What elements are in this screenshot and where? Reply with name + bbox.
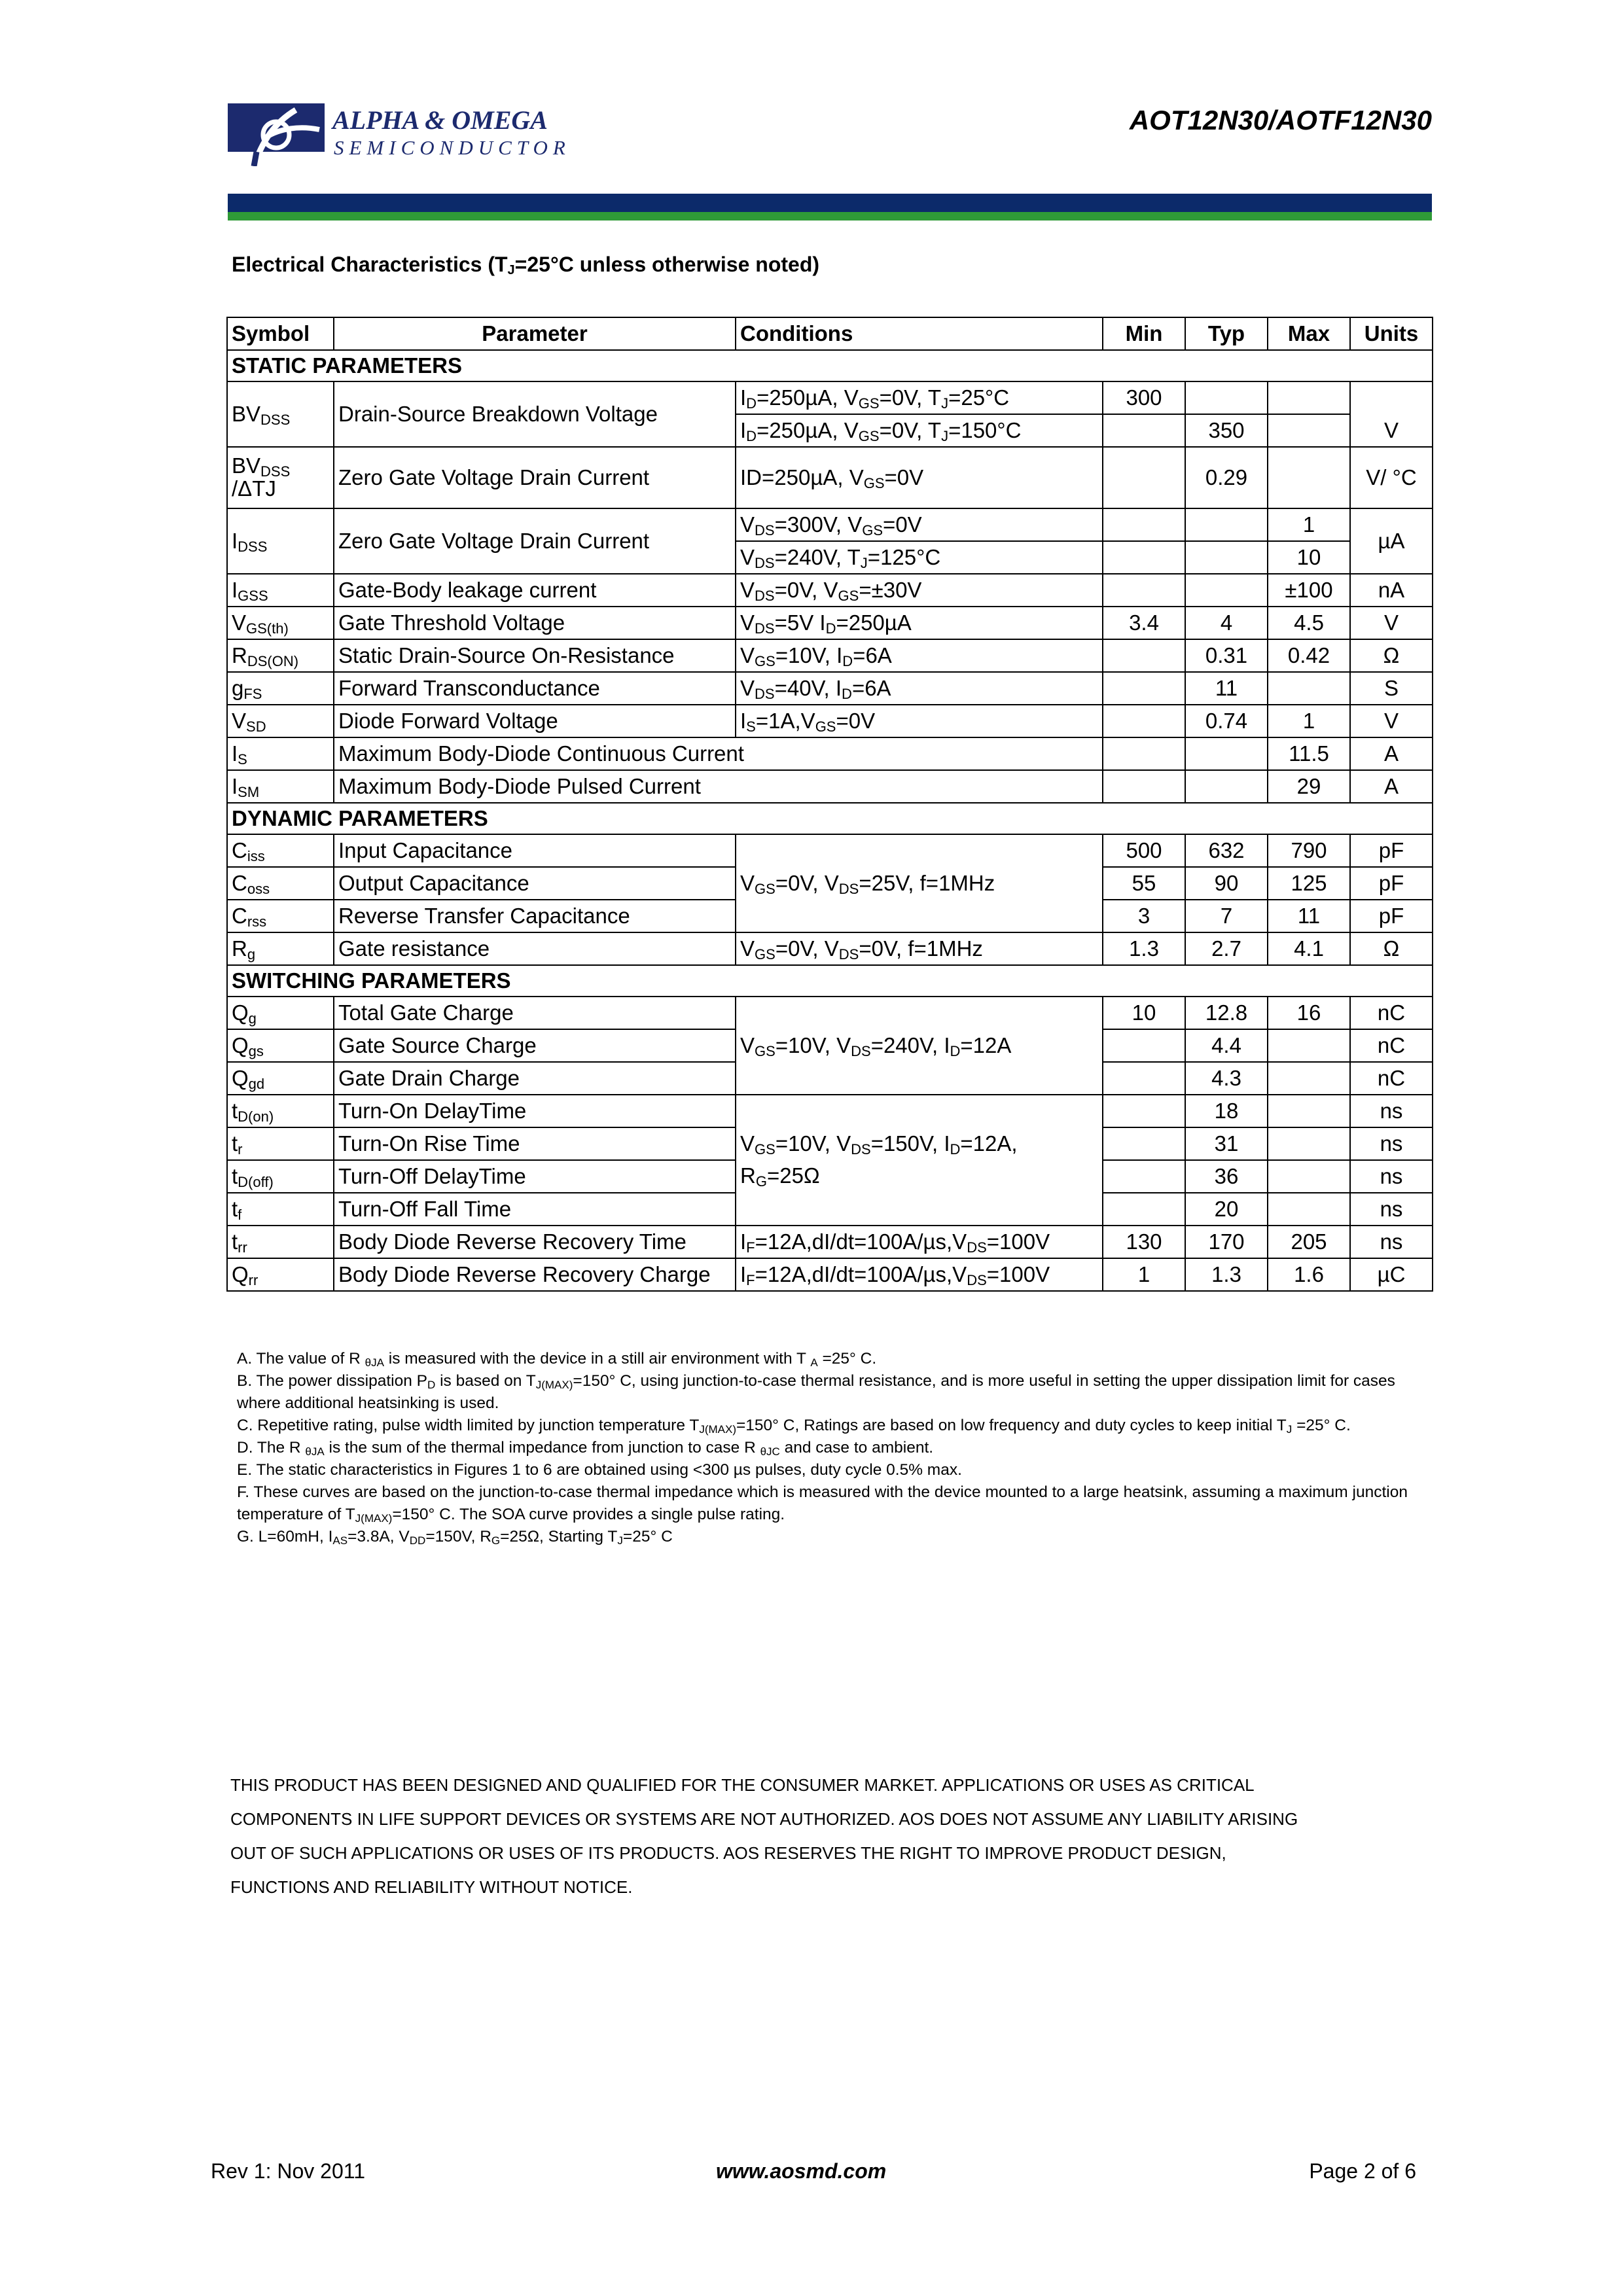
min-cell xyxy=(1103,770,1185,803)
typ-cell: 18 xyxy=(1185,1095,1268,1127)
max-cell: 0.42 xyxy=(1268,639,1350,672)
min-cell xyxy=(1103,414,1185,447)
symbol-cell: $R_{DS(ON)}$ xyxy=(227,639,334,672)
group-dynamic: DYNAMIC PARAMETERS xyxy=(227,803,1433,834)
symbol-cell: $Q_g$ xyxy=(227,997,334,1029)
max-cell: ±100 xyxy=(1268,574,1350,607)
conditions-cell: $V_{GS}=10V$, $V_{DS}=150V$, $I_D=12A$, $R_G=25\Omega$ xyxy=(736,1095,1103,1226)
units-cell: ns xyxy=(1350,1160,1433,1193)
max-cell xyxy=(1268,1127,1350,1160)
typ-cell xyxy=(1185,541,1268,574)
header-typ: Typ xyxy=(1185,317,1268,350)
min-cell: 3.4 xyxy=(1103,607,1185,639)
footer-website-link[interactable]: www.aosmd.com xyxy=(716,2159,887,2183)
parameter-cell: Gate Drain Charge xyxy=(334,1062,736,1095)
footnote-e: E. The static characteristics in Figures 1 to 6 are obtained using <300 µs pulses, duty cycle 0.5% max. xyxy=(237,1461,962,1479)
parameter-cell: Maximum Body-Diode Continuous Current xyxy=(334,737,1103,770)
footnote-g: G. L=60mH, $I_{AS}=3.8A$, $V_{DD}=150V$, $R_G=25\Omega$, Starting $T_J=25^\circ$ C xyxy=(237,1528,673,1547)
symbol-cell: $R_g$ xyxy=(227,932,334,965)
max-cell: 11.5 xyxy=(1268,737,1350,770)
symbol-cell: $V_{GS(th)}$ xyxy=(227,607,334,639)
typ-cell: 11 xyxy=(1185,672,1268,705)
parameter-cell: Gate-Body leakage current xyxy=(334,574,736,607)
table-row xyxy=(227,932,1433,965)
table-row xyxy=(227,447,1433,508)
disclaimer-line: OUT OF SUCH APPLICATIONS OR USES OF ITS PRODUCTS. AOS RESERVES THE RIGHT TO IMPROVE PRODUCT DESIGN, xyxy=(230,1843,1226,1863)
units-cell: pF xyxy=(1350,867,1433,900)
table-row xyxy=(227,834,1433,867)
units-cell: S xyxy=(1350,672,1433,705)
parameter-cell: Diode Forward Voltage xyxy=(334,705,736,737)
max-cell: 205 xyxy=(1268,1226,1350,1258)
table-row xyxy=(227,508,1433,541)
units-cell: µA xyxy=(1350,508,1433,574)
typ-cell: 0.31 xyxy=(1185,639,1268,672)
max-cell: 11 xyxy=(1268,900,1350,932)
group-static: STATIC PARAMETERS xyxy=(227,350,1433,381)
max-cell xyxy=(1268,1029,1350,1062)
footer-page-number: Page 2 of 6 xyxy=(1309,2159,1416,2183)
units-cell: ns xyxy=(1350,1127,1433,1160)
header-parameter: Parameter xyxy=(334,317,736,350)
parameter-cell: Total Gate Charge xyxy=(334,997,736,1029)
company-logo xyxy=(228,103,594,169)
symbol-cell: $t_{rr}$ xyxy=(227,1226,334,1258)
parameter-cell: Turn-On Rise Time xyxy=(334,1127,736,1160)
parameter-cell: Zero Gate Voltage Drain Current xyxy=(334,447,736,508)
symbol-cell: $V_{SD}$ xyxy=(227,705,334,737)
symbol-cell: $BV_{DSS}$ xyxy=(227,381,334,447)
symbol-cell: $I_{DSS}$ xyxy=(227,508,334,574)
table-row xyxy=(227,997,1433,1029)
units-cell: A xyxy=(1350,770,1433,803)
min-cell xyxy=(1103,447,1185,508)
parameter-cell: Turn-Off Fall Time xyxy=(334,1193,736,1226)
table-header-row xyxy=(227,317,1433,350)
units-cell: nC xyxy=(1350,1029,1433,1062)
conditions-cell: $I_F=12A,dI/dt=100A/\mu s,V_{DS}=100V$ xyxy=(736,1226,1103,1258)
typ-cell xyxy=(1185,381,1268,414)
conditions-cell: $V_{DS}=40V$, $I_D=6A$ xyxy=(736,672,1103,705)
min-cell xyxy=(1103,541,1185,574)
units-cell: ns xyxy=(1350,1193,1433,1226)
typ-cell: 2.7 xyxy=(1185,932,1268,965)
conditions-cell: $V_{DS}=5V$ $I_D=250\mu A$ xyxy=(736,607,1103,639)
min-cell xyxy=(1103,1095,1185,1127)
units-cell: nA xyxy=(1350,574,1433,607)
symbol-cell: $C_{rss}$ xyxy=(227,900,334,932)
max-cell: 1.6 xyxy=(1268,1258,1350,1291)
logo-company-name: ALPHA & OMEGA xyxy=(332,105,548,135)
part-number-title: AOT12N30/AOTF12N30 xyxy=(1129,105,1432,135)
symbol-cell: $Q_{rr}$ xyxy=(227,1258,334,1291)
typ-cell: 170 xyxy=(1185,1226,1268,1258)
parameter-cell: Reverse Transfer Capacitance xyxy=(334,900,736,932)
min-cell xyxy=(1103,737,1185,770)
min-cell xyxy=(1103,639,1185,672)
max-cell: 790 xyxy=(1268,834,1350,867)
max-cell: 16 xyxy=(1268,997,1350,1029)
min-cell: 300 xyxy=(1103,381,1185,414)
parameter-cell: Output Capacitance xyxy=(334,867,736,900)
min-cell: 55 xyxy=(1103,867,1185,900)
symbol-cell: $Q_{gd}$ xyxy=(227,1062,334,1095)
group-switching: SWITCHING PARAMETERS xyxy=(227,965,1433,997)
conditions-cell: ID=250µA, $V_{GS}=0V$ xyxy=(736,447,1103,508)
parameter-cell: Maximum Body-Diode Pulsed Current xyxy=(334,770,1103,803)
header-units: Units xyxy=(1350,317,1433,350)
disclaimer-line: FUNCTIONS AND RELIABILITY WITHOUT NOTICE. xyxy=(230,1877,633,1897)
min-cell xyxy=(1103,1193,1185,1226)
parameter-cell: Forward Transconductance xyxy=(334,672,736,705)
min-cell: 1 xyxy=(1103,1258,1185,1291)
min-cell xyxy=(1103,508,1185,541)
symbol-cell: $I_S$ xyxy=(227,737,334,770)
conditions-cell: $V_{DS}=300V$, $V_{GS}=0V$ xyxy=(736,508,1103,541)
symbol-cell: $Q_{gs}$ xyxy=(227,1029,334,1062)
table-row xyxy=(227,770,1433,803)
alpha-omega-logo-icon xyxy=(228,103,325,166)
header-max: Max xyxy=(1268,317,1350,350)
max-cell: 4.5 xyxy=(1268,607,1350,639)
parameter-cell: Zero Gate Voltage Drain Current xyxy=(334,508,736,574)
max-cell: 4.1 xyxy=(1268,932,1350,965)
max-cell xyxy=(1268,1160,1350,1193)
symbol-cell: $t_r$ xyxy=(227,1127,334,1160)
table-row xyxy=(227,1258,1433,1291)
units-cell: V/ °C xyxy=(1350,447,1433,508)
units-cell: ns xyxy=(1350,1095,1433,1127)
typ-cell: 12.8 xyxy=(1185,997,1268,1029)
symbol-cell: $I_{GSS}$ xyxy=(227,574,334,607)
table-row xyxy=(227,381,1433,414)
parameter-cell: Gate resistance xyxy=(334,932,736,965)
parameter-cell: Turn-Off DelayTime xyxy=(334,1160,736,1193)
symbol-cell: $BV_{DSS}$ /ΔTJ xyxy=(227,447,334,508)
footnote-c: C. Repetitive rating, pulse width limited by junction temperature $T_{J(MAX)}=150^\circ$ C, Ratings are based on low frequency and duty cycles to keep initial $T_J =25^\circ$ C. xyxy=(237,1417,1351,1436)
parameter-cell: Gate Threshold Voltage xyxy=(334,607,736,639)
typ-cell: 4.4 xyxy=(1185,1029,1268,1062)
symbol-cell: $t_{D(off)}$ xyxy=(227,1160,334,1193)
typ-cell: 0.29 xyxy=(1185,447,1268,508)
typ-cell: 36 xyxy=(1185,1160,1268,1193)
min-cell xyxy=(1103,1127,1185,1160)
max-cell xyxy=(1268,1062,1350,1095)
symbol-cell: $t_{D(on)}$ xyxy=(227,1095,334,1127)
typ-cell: 7 xyxy=(1185,900,1268,932)
units-cell: V xyxy=(1350,381,1433,447)
typ-cell xyxy=(1185,574,1268,607)
parameter-cell: Body Diode Reverse Recovery Time xyxy=(334,1226,736,1258)
units-cell: nC xyxy=(1350,997,1433,1029)
max-cell: 1 xyxy=(1268,705,1350,737)
units-cell: nC xyxy=(1350,1062,1433,1095)
table-row xyxy=(227,705,1433,737)
footnote-b: B. The power dissipation $P_D$ is based on $T_{J(MAX)}=150^\circ$ C, using junction-to-case thermal resistance, and is more useful in setting the upper dissipation limit for cases where additional heatsinking is used. xyxy=(237,1372,1395,1412)
min-cell: 130 xyxy=(1103,1226,1185,1258)
table-row xyxy=(227,1226,1433,1258)
footnotes xyxy=(237,1348,1415,1548)
max-cell xyxy=(1268,672,1350,705)
typ-cell xyxy=(1185,737,1268,770)
logo-company-subtitle: SEMICONDUCTOR xyxy=(334,136,571,159)
min-cell xyxy=(1103,705,1185,737)
table-row xyxy=(227,672,1433,705)
conditions-cell: $I_S=1A,V_{GS}=0V$ xyxy=(736,705,1103,737)
min-cell: 10 xyxy=(1103,997,1185,1029)
typ-cell: 4.3 xyxy=(1185,1062,1268,1095)
footnote-a: A. The value of R $_{\theta JA}$ is measured with the device in a still air environment with T $_A$ =25° C. xyxy=(237,1350,877,1369)
electrical-characteristics-table xyxy=(226,317,1433,1292)
table-row xyxy=(227,737,1433,770)
units-cell: Ω xyxy=(1350,639,1433,672)
units-cell: V xyxy=(1350,705,1433,737)
parameter-cell: Turn-On DelayTime xyxy=(334,1095,736,1127)
max-cell xyxy=(1268,447,1350,508)
min-cell xyxy=(1103,672,1185,705)
typ-cell: 20 xyxy=(1185,1193,1268,1226)
units-cell: A xyxy=(1350,737,1433,770)
min-cell xyxy=(1103,574,1185,607)
typ-cell: 4 xyxy=(1185,607,1268,639)
max-cell: 29 xyxy=(1268,770,1350,803)
max-cell: 125 xyxy=(1268,867,1350,900)
header-min: Min xyxy=(1103,317,1185,350)
header-green-bar xyxy=(228,212,1432,221)
symbol-cell: $g_{FS}$ xyxy=(227,672,334,705)
table-row xyxy=(227,607,1433,639)
max-cell: 1 xyxy=(1268,508,1350,541)
footnote-d: D. The R $_{\theta JA}$ is the sum of the thermal impedance from junction to case R $_{\theta JC}$ and case to ambient. xyxy=(237,1439,934,1458)
parameter-cell: Body Diode Reverse Recovery Charge xyxy=(334,1258,736,1291)
typ-cell: 90 xyxy=(1185,867,1268,900)
min-cell: 1.3 xyxy=(1103,932,1185,965)
max-cell xyxy=(1268,1193,1350,1226)
conditions-cell: $V_{DS}=0V$, $V_{GS}=\pm 30V$ xyxy=(736,574,1103,607)
symbol-cell: $t_f$ xyxy=(227,1193,334,1226)
units-cell: Ω xyxy=(1350,932,1433,965)
parameter-cell: Drain-Source Breakdown Voltage xyxy=(334,381,736,447)
conditions-cell: $I_D=250\mu A$, $V_{GS}=0V$, $T_J=25^\circ C$ xyxy=(736,381,1103,414)
parameter-cell: Input Capacitance xyxy=(334,834,736,867)
parameter-cell: Gate Source Charge xyxy=(334,1029,736,1062)
header-symbol: Symbol xyxy=(227,317,334,350)
conditions-cell: $V_{GS}=0V$, $V_{DS}=25V$, f=1MHz xyxy=(736,834,1103,932)
table-row xyxy=(227,1095,1433,1127)
min-cell: 3 xyxy=(1103,900,1185,932)
max-cell xyxy=(1268,381,1350,414)
min-cell: 500 xyxy=(1103,834,1185,867)
units-cell: V xyxy=(1350,607,1433,639)
units-cell: ns xyxy=(1350,1226,1433,1258)
footnote-f: F. These curves are based on the junction-to-case thermal impedance which is measured with the device mounted to a large heatsink, assuming a maximum junction temperature of $T_{J(MAX)}=150^\circ$ C. The SOA curve provides a single pulse rating. xyxy=(237,1483,1408,1525)
conditions-cell: $V_{GS}=10V$, $V_{DS}=240V$, $I_D=12A$ xyxy=(736,997,1103,1095)
conditions-cell: $I_F=12A,dI/dt=100A/\mu s,V_{DS}=100V$ xyxy=(736,1258,1103,1291)
min-cell xyxy=(1103,1029,1185,1062)
typ-cell xyxy=(1185,770,1268,803)
conditions-cell: $I_D=250\mu A$, $V_{GS}=0V$, $T_J=150^\circ C$ xyxy=(736,414,1103,447)
conditions-cell: $V_{GS}=0V$, $V_{DS}=0V$, f=1MHz xyxy=(736,932,1103,965)
units-cell: pF xyxy=(1350,900,1433,932)
max-cell: 10 xyxy=(1268,541,1350,574)
typ-cell: 31 xyxy=(1185,1127,1268,1160)
typ-cell: 350 xyxy=(1185,414,1268,447)
disclaimer xyxy=(230,1768,1421,1904)
header-conditions: Conditions xyxy=(736,317,1103,350)
max-cell xyxy=(1268,1095,1350,1127)
disclaimer-line: COMPONENTS IN LIFE SUPPORT DEVICES OR SYSTEMS ARE NOT AUTHORIZED. AOS DOES NOT ASSUME ANY LIABILITY ARISING xyxy=(230,1809,1298,1829)
table-row xyxy=(227,639,1433,672)
units-cell: pF xyxy=(1350,834,1433,867)
footer-revision: Rev 1: Nov 2011 xyxy=(211,2159,365,2183)
min-cell xyxy=(1103,1160,1185,1193)
max-cell xyxy=(1268,414,1350,447)
section-title: Electrical Characteristics ($T_J=25^\circ C$ unless otherwise noted) xyxy=(232,253,820,277)
conditions-cell: $V_{GS}=10V$, $I_D=6A$ xyxy=(736,639,1103,672)
typ-cell: 0.74 xyxy=(1185,705,1268,737)
typ-cell: 1.3 xyxy=(1185,1258,1268,1291)
typ-cell xyxy=(1185,508,1268,541)
symbol-cell: $C_{oss}$ xyxy=(227,867,334,900)
conditions-cell: $V_{DS}=240V$, $T_J=125^\circ C$ xyxy=(736,541,1103,574)
disclaimer-line: THIS PRODUCT HAS BEEN DESIGNED AND QUALIFIED FOR THE CONSUMER MARKET. APPLICATIONS OR USES AS CRITICAL xyxy=(230,1775,1255,1795)
units-cell: µC xyxy=(1350,1258,1433,1291)
symbol-cell: $C_{iss}$ xyxy=(227,834,334,867)
header-blue-bar xyxy=(228,194,1432,212)
table-row xyxy=(227,574,1433,607)
typ-cell: 632 xyxy=(1185,834,1268,867)
symbol-cell: $I_{SM}$ xyxy=(227,770,334,803)
min-cell xyxy=(1103,1062,1185,1095)
parameter-cell: Static Drain-Source On-Resistance xyxy=(334,639,736,672)
